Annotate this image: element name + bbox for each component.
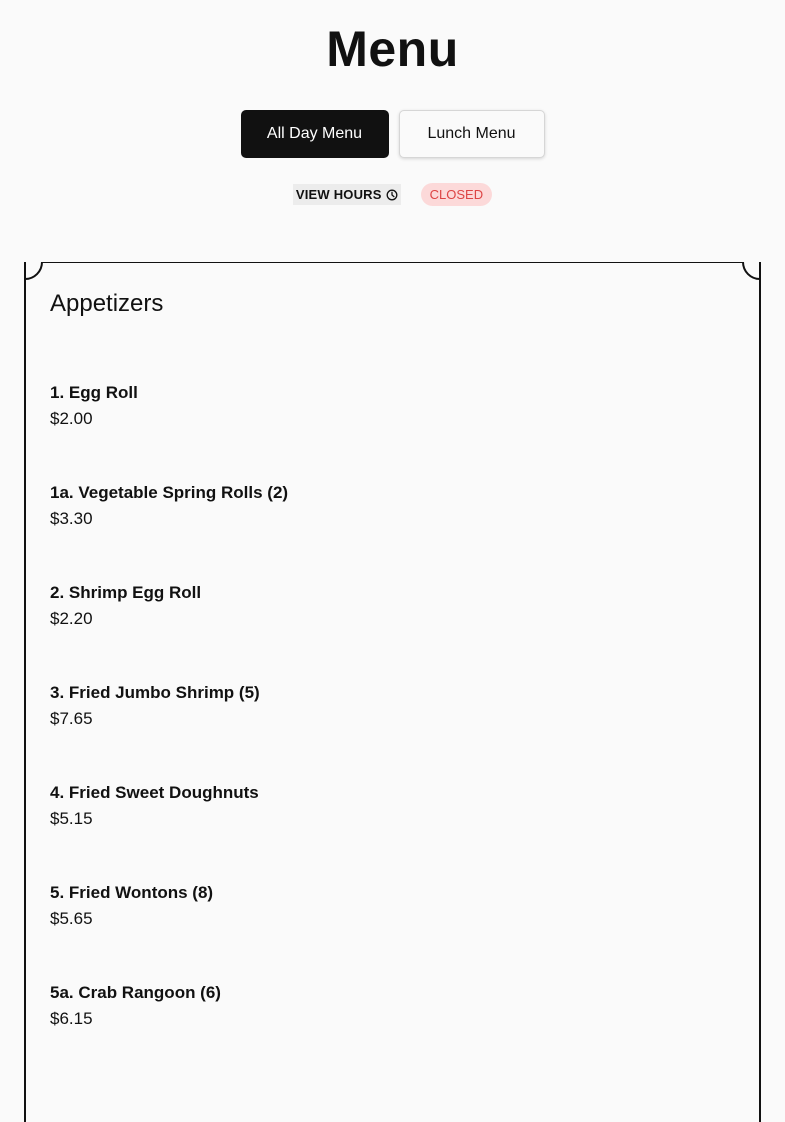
menu-section-card xyxy=(24,262,761,1122)
menu-item[interactable] xyxy=(50,382,288,482)
menu-item-name: 1. Egg Roll xyxy=(50,383,138,402)
menu-item-price: $5.65 xyxy=(50,909,93,928)
menu-item-price: $2.20 xyxy=(50,609,93,628)
menu-item-name: 4. Fried Sweet Doughnuts xyxy=(50,783,259,802)
menu-item-name: 2. Shrimp Egg Roll xyxy=(50,583,202,602)
tab-all-day-menu[interactable]: All Day Menu xyxy=(241,110,389,158)
menu-item[interactable] xyxy=(50,982,288,1082)
menu-item-name: 5. Fried Wontons (8) xyxy=(50,883,214,902)
menu-item-name: 1a. Vegetable Spring Rolls (2) xyxy=(50,483,289,502)
view-hours-button[interactable] xyxy=(293,184,401,205)
menu-item[interactable] xyxy=(50,782,288,882)
card-top-border xyxy=(24,262,761,284)
menu-item-price: $5.15 xyxy=(50,809,93,828)
view-hours-label: VIEW HOURS xyxy=(295,187,382,202)
menu-item[interactable] xyxy=(50,882,288,982)
tab-lunch-menu[interactable]: Lunch Menu xyxy=(399,110,545,158)
clock-icon xyxy=(386,189,398,201)
menu-item-price: $6.15 xyxy=(50,1009,93,1028)
menu-item-price: $3.30 xyxy=(50,509,93,528)
menu-item-price: $2.00 xyxy=(50,409,93,428)
menu-item-name: 5a. Crab Rangoon (6) xyxy=(50,983,221,1002)
menu-item[interactable] xyxy=(50,582,288,682)
menu-item[interactable] xyxy=(50,682,288,782)
page-title: Menu xyxy=(326,21,459,77)
menu-item-price: $7.65 xyxy=(50,709,93,728)
menu-item[interactable] xyxy=(50,482,288,582)
status-badge: CLOSED xyxy=(421,183,492,206)
section-title: Appetizers xyxy=(50,290,164,317)
menu-item-name: 3. Fried Jumbo Shrimp (5) xyxy=(50,683,260,702)
status-row xyxy=(0,183,785,206)
menu-tabs xyxy=(0,110,785,158)
menu-item-list xyxy=(50,382,288,1082)
